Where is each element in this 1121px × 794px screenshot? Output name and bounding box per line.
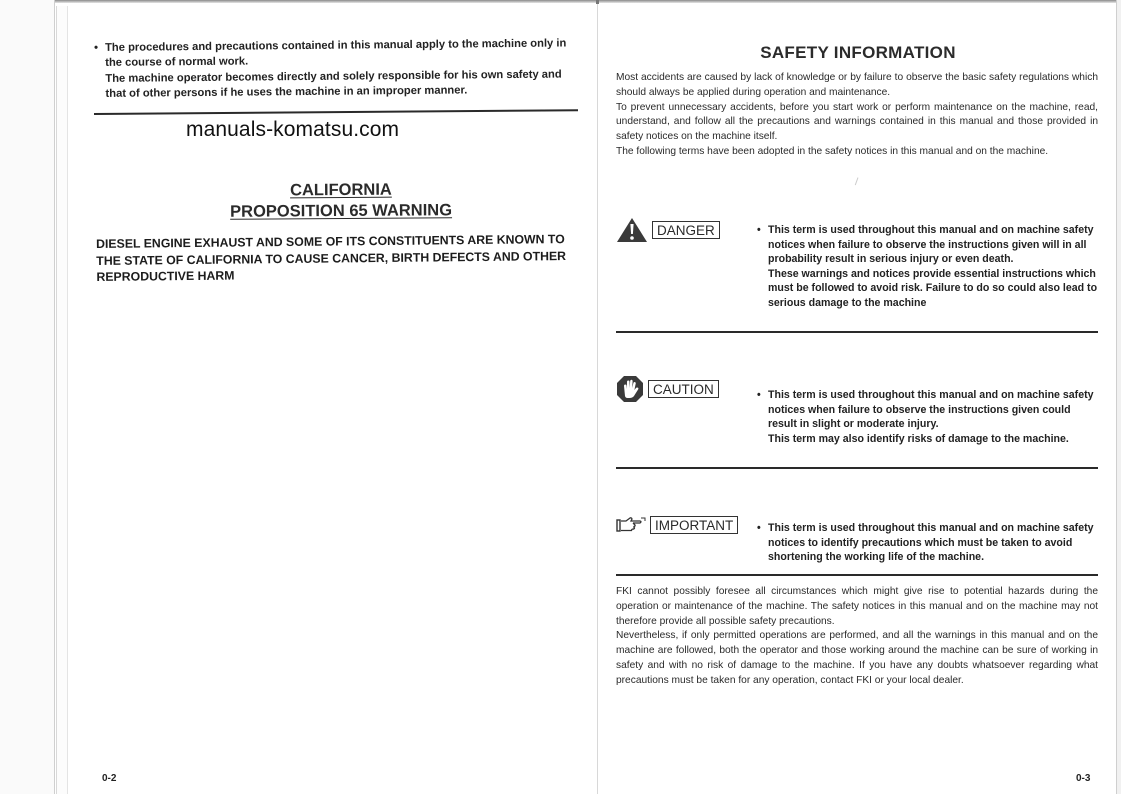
page-number: 0-3	[1076, 773, 1091, 784]
paragraph: This term is used throughout this manual and on machine safety notices when failure to observe the instructions given will in all probability result in serious injury or even death.	[768, 224, 1094, 265]
watermark: manuals-komatsu.com	[186, 118, 400, 141]
notice-important	[616, 516, 1098, 586]
notice-danger	[616, 217, 1098, 337]
spine-mark	[596, 0, 599, 4]
danger-label: DANGER	[652, 221, 720, 239]
bullet: •	[94, 41, 99, 54]
divider	[94, 109, 578, 115]
notice-label	[616, 375, 719, 403]
paragraph: This term is used throughout this manual and on machine safety notices to identify precautions which must be taken to avoid shortening the working life of the machine.	[768, 522, 1094, 563]
paragraph: To prevent unnecessary accidents, before you start work or perform maintenance on the machine, read, understand, and follow all the precautions and warnings contained in this manual and those provided in safety notices on the machine itself.	[616, 101, 1098, 143]
notice-label	[616, 217, 720, 243]
intro-line: The machine operator becomes directly and solely responsible for his own safety and that of other persons if he uses the machine in an improper manner.	[105, 68, 562, 100]
intro-line: The procedures and precautions contained in this manual apply to the machine only in the course of normal work.	[105, 37, 567, 70]
notice-text	[757, 521, 1098, 565]
divider	[616, 331, 1098, 333]
paragraph: This term may also identify risks of damage to the machine.	[768, 432, 1069, 445]
notice-label	[616, 516, 738, 534]
paragraph: This term is used throughout this manual and on machine safety notices when failure to observe the instructions given could result in slight or moderate injury.	[768, 389, 1094, 430]
page-title: SAFETY INFORMATION	[760, 43, 956, 62]
divider	[616, 467, 1098, 469]
scan-right-edge	[1116, 0, 1121, 794]
warning-triangle-icon	[616, 217, 648, 243]
pointing-hand-icon	[616, 516, 646, 534]
bullet: •	[757, 389, 761, 401]
important-label: IMPORTANT	[650, 516, 738, 534]
page-left	[66, 0, 596, 794]
caution-label: CAUTION	[648, 380, 719, 398]
outro-paragraphs	[616, 585, 1098, 689]
prop65-title-line: CALIFORNIA	[289, 180, 392, 200]
notice-text	[757, 388, 1098, 446]
book-spine	[597, 0, 598, 794]
notice-caution	[616, 375, 1098, 475]
paragraph: Most accidents are caused by lack of knowledge or by failure to observe the basic safety regulations which should always be applied during operation and maintenance.	[616, 72, 1098, 98]
paragraph: These warnings and notices provide essential instructions which must be followed to avoid risk. Failure to do so could also lead to serious damage to the machine	[768, 267, 1098, 309]
bullet: •	[757, 224, 761, 236]
scan-left-edge	[0, 0, 55, 794]
prop65-title-line: PROPOSITION 65 WARNING	[230, 201, 453, 221]
intro-paragraphs	[616, 71, 1098, 160]
prop65-body: DIESEL ENGINE EXHAUST AND SOME OF ITS CONSTITUENTS ARE KNOWN TO THE STATE OF CALIFORNIA TO CAUSE CANCER, BIRTH DEFECTS AND OTHER REPRODUCTIVE HARM	[96, 232, 567, 284]
divider	[616, 574, 1098, 576]
bullet: •	[757, 522, 761, 534]
stop-hand-icon	[616, 375, 644, 403]
intro-notice	[94, 36, 585, 102]
page-right	[600, 0, 1116, 794]
notice-text	[757, 223, 1098, 310]
paragraph: The following terms have been adopted in the safety notices in this manual and on the machine.	[616, 145, 1049, 157]
paragraph: Nevertheless, if only permitted operations are performed, and all the warnings in this manual and on the machine are followed, both the operator and those working around the machine can be sure of working in safety and with no risk of damage to the machine. If you have any doubts whatsoever regarding what precautions must be taken for any operation, contact FKI or your local dealer.	[616, 630, 1098, 686]
page-number: 0-2	[102, 773, 117, 784]
paragraph: FKI cannot possibly foresee all circumstances which might give rise to potential hazards during the operation or maintenance of the machine. The safety notices in this manual and on the machine may not therefore provide all possible safety precautions.	[616, 586, 1098, 627]
scan-artifact	[855, 177, 862, 186]
prop65-title	[176, 179, 506, 223]
